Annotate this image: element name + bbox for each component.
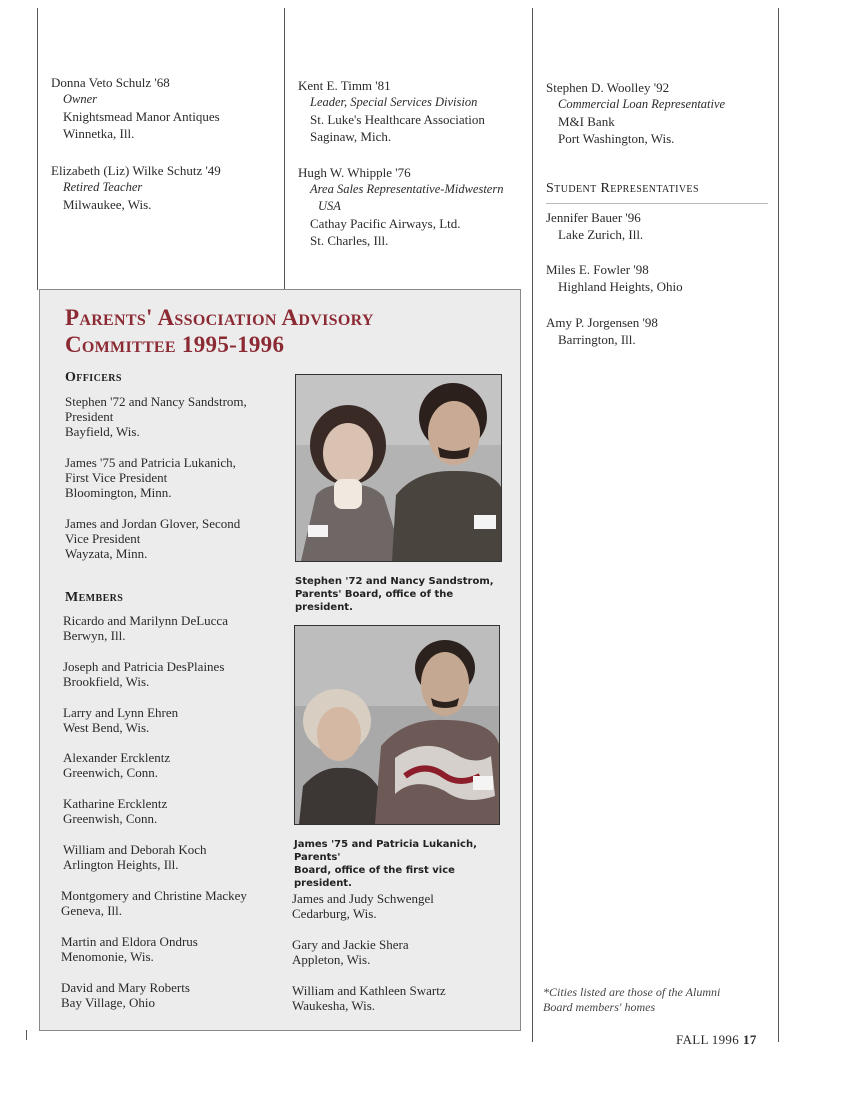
alumni-name: Kent E. Timm '81 xyxy=(298,78,391,93)
officer-line: Bayfield, Wis. xyxy=(65,424,140,439)
member-entry xyxy=(292,937,507,967)
column-rule-box-bottom-left xyxy=(26,1030,27,1040)
alumni-name: Elizabeth (Liz) Wilke Schutz '49 xyxy=(51,163,221,178)
member-entry xyxy=(63,659,278,689)
officer-line: James and Jordan Glover, Second xyxy=(65,516,241,531)
member-line: Martin and Eldora Ondrus xyxy=(61,934,198,949)
officer-line: Bloomington, Minn. xyxy=(65,485,172,500)
page-number: 17 xyxy=(743,1032,757,1047)
student-name: Miles E. Fowler '98 xyxy=(546,262,649,277)
committee-title-line: Committee 1995-1996 xyxy=(65,332,285,357)
member-line: Brookfield, Wis. xyxy=(63,674,150,689)
alumni-title: Area Sales Representative-Midwestern xyxy=(310,182,504,196)
member-line: Appleton, Wis. xyxy=(292,952,371,967)
member-line: Arlington Heights, Ill. xyxy=(63,857,179,872)
alumni-detail: M&I Bank xyxy=(558,114,615,129)
student-entry xyxy=(546,209,776,243)
alumni-title: Retired Teacher xyxy=(63,180,143,194)
committee-box xyxy=(39,289,521,1031)
member-line: Gary and Jackie Shera xyxy=(292,937,409,952)
officer-line: President xyxy=(65,409,114,424)
officer-entry xyxy=(65,516,280,561)
alumni-title: Commercial Loan Representative xyxy=(558,97,726,111)
member-line: Katharine Ercklentz xyxy=(63,796,168,811)
member-line: Ricardo and Marilynn DeLucca xyxy=(63,613,228,628)
photo-sandstrom xyxy=(295,374,502,562)
officer-line: Vice President xyxy=(65,531,141,546)
alumni-detail: Cathay Pacific Airways, Ltd. xyxy=(310,216,461,231)
member-line: Menomonie, Wis. xyxy=(61,949,154,964)
footnote-line: *Cities listed are those of the Alumni xyxy=(543,985,721,999)
officers-heading: Officers xyxy=(65,370,122,385)
student-heading-rule xyxy=(546,203,768,204)
student-entry xyxy=(546,261,776,295)
student-place: Lake Zurich, Ill. xyxy=(558,227,644,242)
member-line: James and Judy Schwengel xyxy=(292,891,434,906)
folio-season: FALL 1996 xyxy=(676,1032,740,1047)
member-line: Geneva, Ill. xyxy=(61,903,123,918)
photo-sandstrom-illustration xyxy=(296,375,501,561)
alumni-detail: Port Washington, Wis. xyxy=(558,131,675,146)
alumni-detail: Saginaw, Mich. xyxy=(310,129,392,144)
alumni-entry xyxy=(51,162,281,213)
footnote xyxy=(543,985,753,1015)
photo-sandstrom-caption xyxy=(295,575,510,614)
photo-lukanich-caption xyxy=(294,838,509,890)
member-line: Bay Village, Ohio xyxy=(61,995,155,1010)
member-entry xyxy=(292,983,507,1013)
column-rule-far-right xyxy=(778,8,779,1042)
member-line: Alexander Ercklentz xyxy=(63,750,171,765)
column-rule-middle xyxy=(284,8,285,290)
officer-entry xyxy=(65,455,280,500)
officer-line: Stephen '72 and Nancy Sandstrom, xyxy=(65,394,247,409)
student-place: Barrington, Ill. xyxy=(558,332,636,347)
member-line: Berwyn, Ill. xyxy=(63,628,126,643)
member-entry xyxy=(61,888,291,918)
caption-line: Parents' Board, office of the president. xyxy=(295,589,454,613)
alumni-entry xyxy=(298,164,530,249)
alumni-title: Leader, Special Services Division xyxy=(310,95,478,109)
officer-entry xyxy=(65,394,280,439)
alumni-detail: Winnetka, Ill. xyxy=(63,126,135,141)
alumni-name: Donna Veto Schulz '68 xyxy=(51,75,170,90)
committee-title-line: Parents' Association Advisory xyxy=(65,305,374,330)
student-place: Highland Heights, Ohio xyxy=(558,279,683,294)
member-entry xyxy=(292,891,507,921)
alumni-detail: Milwaukee, Wis. xyxy=(63,197,152,212)
member-entry xyxy=(63,750,278,780)
alumni-title-continued: USA xyxy=(318,199,341,213)
alumni-name: Stephen D. Woolley '92 xyxy=(546,80,670,95)
alumni-detail: Knightsmead Manor Antiques xyxy=(63,109,220,124)
member-entry xyxy=(63,796,278,826)
alumni-detail: St. Luke's Healthcare Association xyxy=(310,112,485,127)
footnote-line: Board members' homes xyxy=(543,1000,656,1014)
photo-lukanich xyxy=(294,625,500,825)
member-line: Greenwich, Conn. xyxy=(63,765,158,780)
member-line: Montgomery and Christine Mackey xyxy=(61,888,247,903)
caption-line: Board, office of the first vice president. xyxy=(294,865,455,889)
alumni-detail: St. Charles, Ill. xyxy=(310,233,389,248)
member-line: Greenwish, Conn. xyxy=(63,811,158,826)
member-entry xyxy=(63,842,278,872)
alumni-entry xyxy=(51,74,281,142)
page-folio xyxy=(676,1032,757,1048)
alumni-name: Hugh W. Whipple '76 xyxy=(298,165,411,180)
column-rule-right xyxy=(532,8,533,1042)
student-name: Jennifer Bauer '96 xyxy=(546,210,641,225)
student-name: Amy P. Jorgensen '98 xyxy=(546,315,658,330)
officer-line: First Vice President xyxy=(65,470,168,485)
member-line: David and Mary Roberts xyxy=(61,980,190,995)
caption-line: James '75 and Patricia Lukanich, Parents' xyxy=(294,839,477,863)
member-entry xyxy=(63,705,278,735)
committee-title xyxy=(65,304,485,358)
column-rule-left xyxy=(37,8,38,290)
member-entry xyxy=(61,934,276,964)
member-line: Joseph and Patricia DesPlaines xyxy=(63,659,225,674)
caption-line: Stephen '72 and Nancy Sandstrom, xyxy=(295,576,494,587)
member-line: West Bend, Wis. xyxy=(63,720,150,735)
member-line: Waukesha, Wis. xyxy=(292,998,376,1013)
alumni-entry xyxy=(546,79,776,147)
member-line: Larry and Lynn Ehren xyxy=(63,705,179,720)
student-entry xyxy=(546,314,776,348)
alumni-title: Owner xyxy=(63,92,98,106)
photo-lukanich-illustration xyxy=(295,626,499,824)
members-heading: Members xyxy=(65,590,124,605)
member-line: Cedarburg, Wis. xyxy=(292,906,377,921)
officer-line: Wayzata, Minn. xyxy=(65,546,148,561)
alumni-entry xyxy=(298,77,530,145)
officer-line: James '75 and Patricia Lukanich, xyxy=(65,455,236,470)
member-entry xyxy=(63,613,278,643)
member-line: William and Kathleen Swartz xyxy=(292,983,446,998)
member-line: William and Deborah Koch xyxy=(63,842,207,857)
student-representatives-heading: Student Representatives xyxy=(546,181,699,196)
member-entry xyxy=(61,980,276,1010)
